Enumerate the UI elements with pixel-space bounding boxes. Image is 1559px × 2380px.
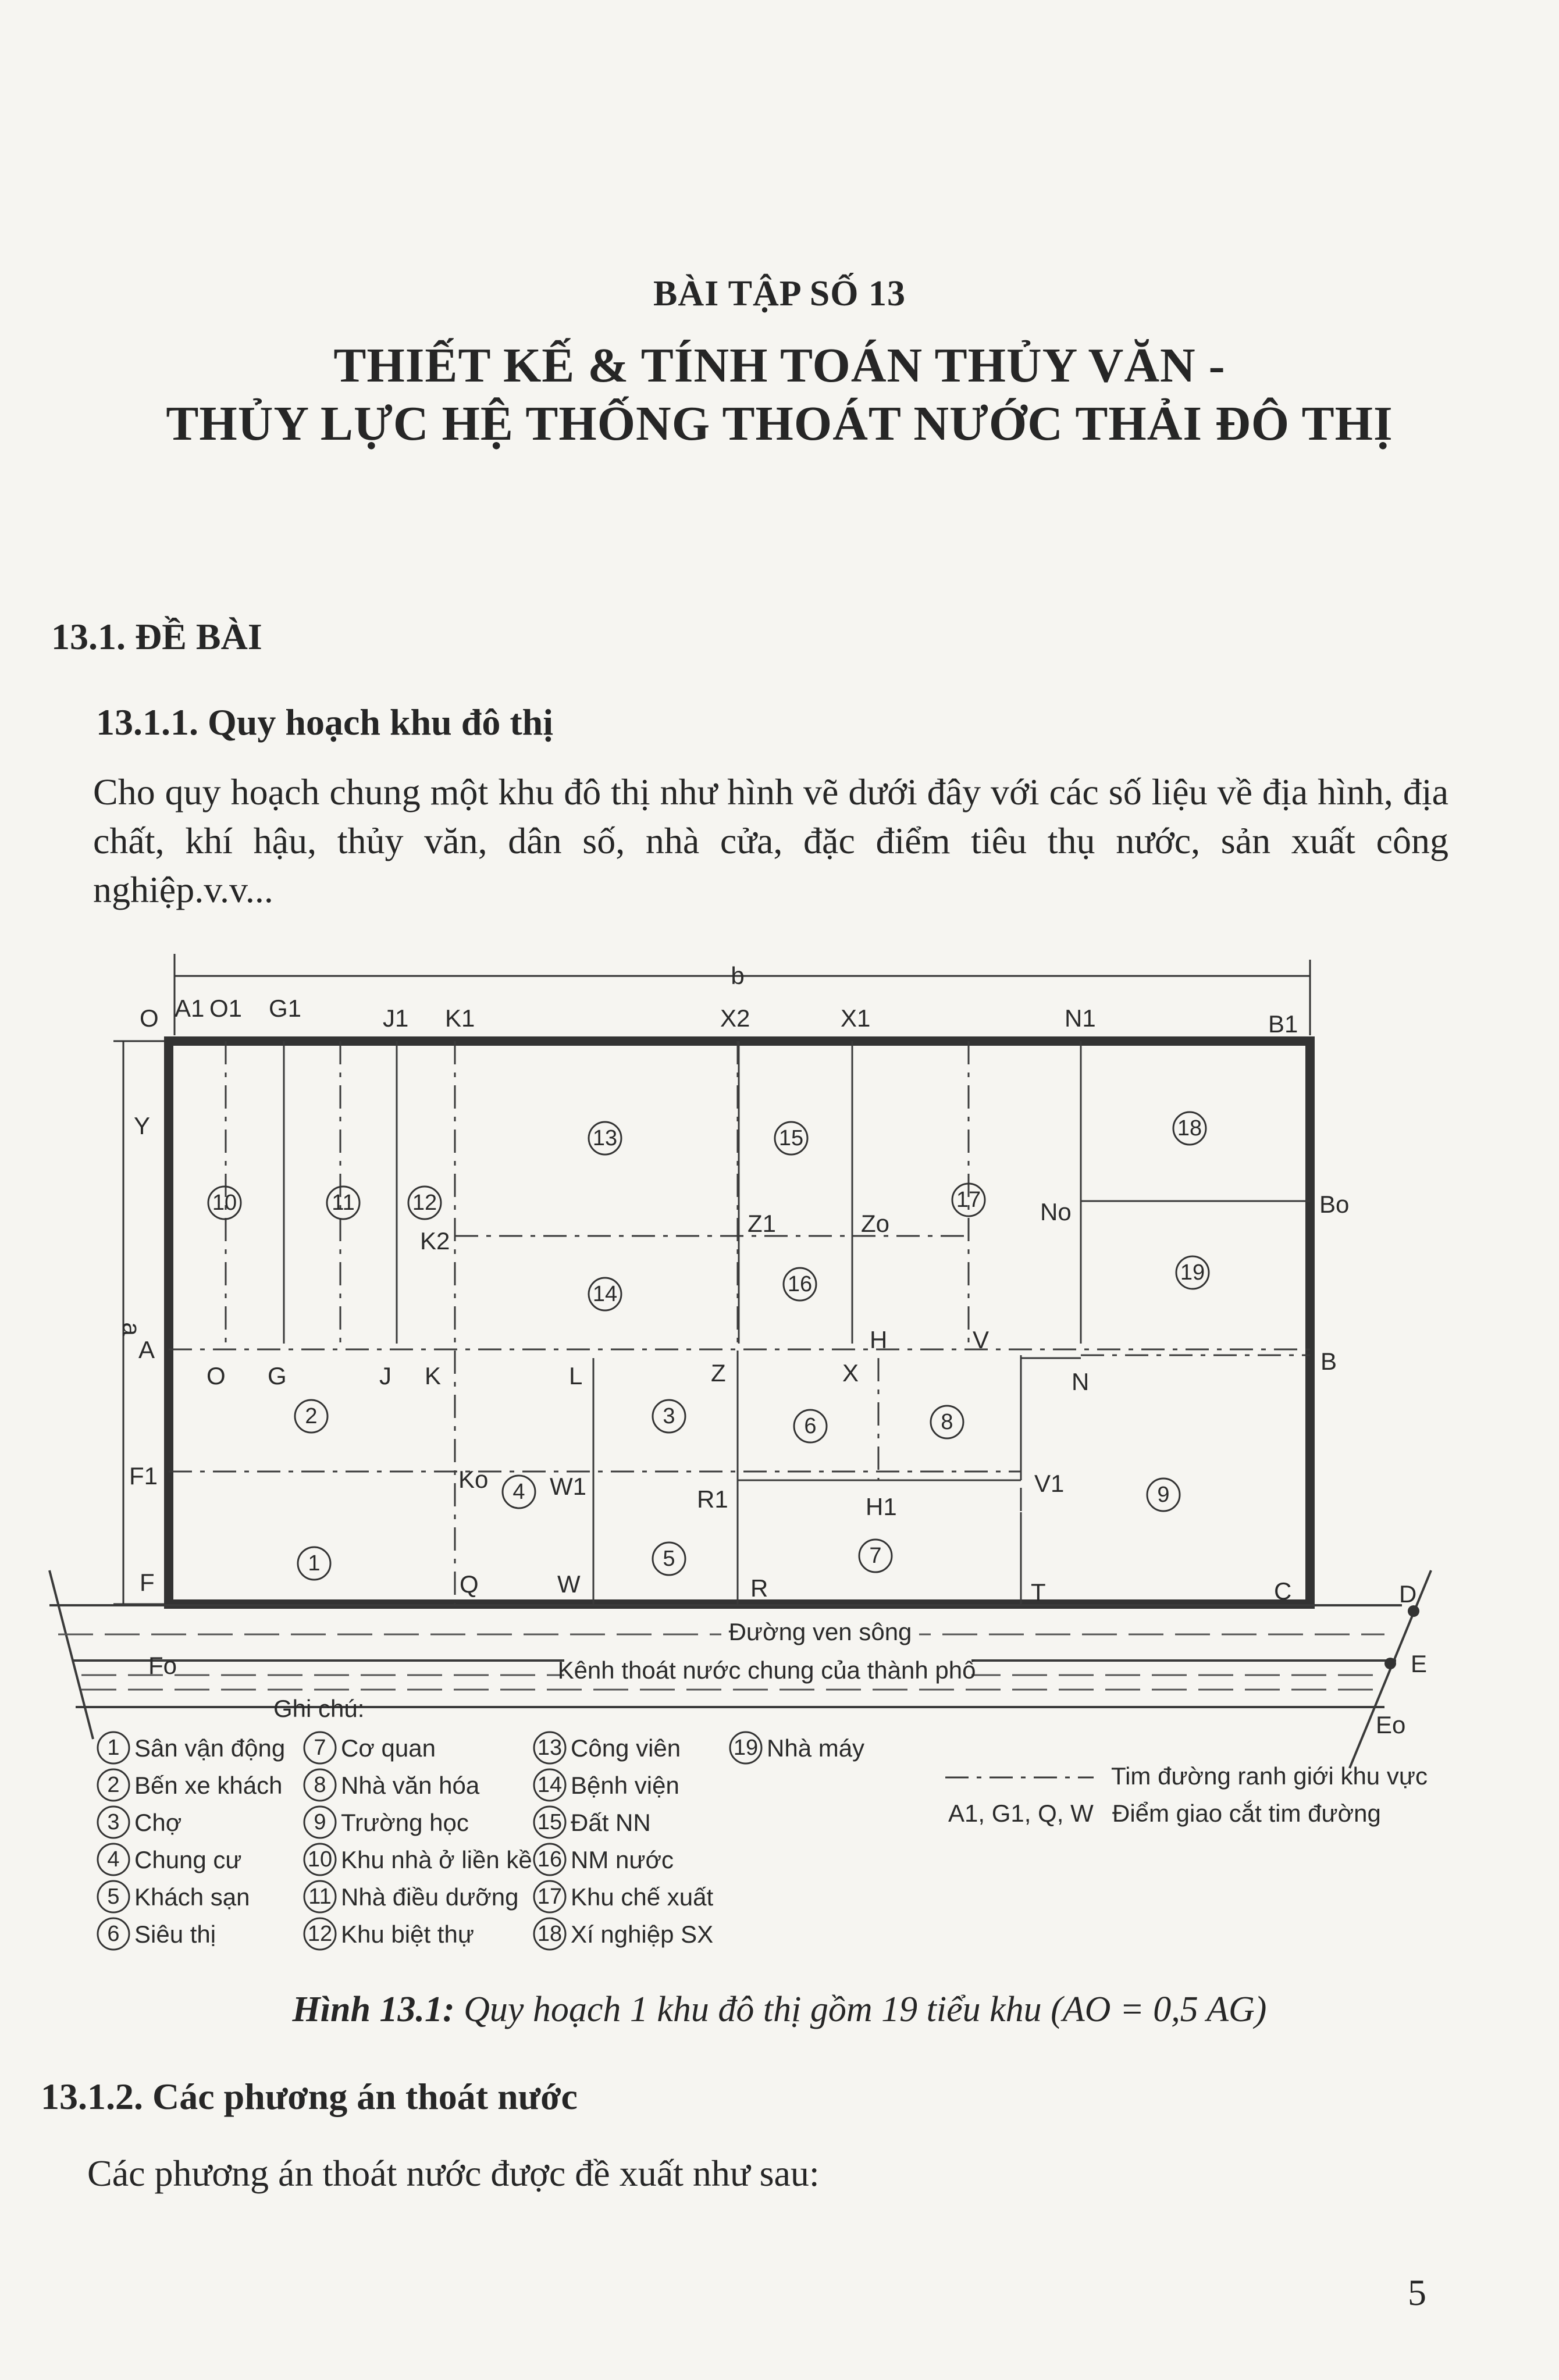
zone-number: 19 — [1180, 1260, 1205, 1285]
point-marker-e — [1384, 1658, 1396, 1669]
legend-item — [304, 1769, 480, 1801]
zone-number: 7 — [869, 1544, 882, 1568]
legend-label: Bến xe khách — [134, 1772, 283, 1799]
legend-item — [304, 1918, 474, 1950]
point-label: R — [750, 1574, 768, 1602]
point-label: D — [1399, 1580, 1417, 1608]
section-heading-13-1: 13.1. ĐỀ BÀI — [51, 616, 262, 657]
legend-item — [98, 1918, 216, 1950]
zone-number: 1 — [308, 1551, 321, 1576]
point-label: A — [138, 1336, 155, 1363]
legend-number: 6 — [107, 1922, 120, 1946]
legend-number: 14 — [537, 1773, 563, 1797]
zone-number: 13 — [592, 1126, 618, 1150]
section-heading-13-1-1: 13.1.1. Quy hoạch khu đô thị — [96, 701, 554, 743]
legend-points-note: Điểm giao cắt tim đường — [1112, 1800, 1381, 1827]
legend-label: Đất NN — [571, 1809, 651, 1836]
point-label: Bo — [1319, 1191, 1350, 1218]
legend-number: 1 — [107, 1736, 120, 1760]
legend-item — [534, 1732, 681, 1763]
legend-number: 2 — [107, 1773, 120, 1797]
point-label: G1 — [269, 995, 302, 1022]
point-label: O — [207, 1362, 226, 1389]
intro-paragraph: Cho quy hoạch chung một khu đô thị như hình vẽ dưới đây với các số liệu về địa hình, địa chất, khí hậu, thủy văn, dân số, nhà cửa, đặc điểm tiêu thụ nước, sản xuất công nghiệp.v.v... — [93, 771, 1448, 910]
legend-number: 3 — [107, 1810, 120, 1834]
legend-heading: Ghi chú: — [273, 1695, 365, 1722]
figure-caption-text: Quy hoạch 1 khu đô thị gồm 19 tiểu khu (AO = 0,5 AG) — [464, 1990, 1267, 2029]
point-label: K2 — [420, 1227, 450, 1255]
point-label: J — [379, 1362, 391, 1389]
point-label: Fo — [148, 1652, 177, 1679]
legend-item — [534, 1844, 674, 1875]
legend-number: 12 — [307, 1922, 333, 1946]
legend-label: NM nước — [571, 1846, 674, 1873]
legend-item — [534, 1807, 651, 1838]
legend-number: 18 — [537, 1922, 563, 1946]
point-label: K1 — [445, 1004, 475, 1032]
legend-label: Công viên — [571, 1734, 681, 1762]
interior-point-labels — [207, 1198, 1089, 1606]
legend-item — [98, 1807, 181, 1838]
zone-number: 3 — [663, 1404, 675, 1428]
legend-label: Bệnh viện — [571, 1772, 679, 1799]
legend-number: 15 — [537, 1810, 563, 1834]
point-label: L — [569, 1362, 583, 1389]
title-line-2: THỦY LỰC HỆ THỐNG THOÁT NƯỚC THẢI ĐÔ THỊ — [166, 397, 1393, 451]
point-label: F — [140, 1569, 155, 1596]
point-label: V1 — [1034, 1470, 1065, 1497]
point-label: Q — [460, 1570, 479, 1598]
point-label: Y — [134, 1112, 151, 1139]
dim-label-b: b — [731, 962, 745, 989]
figure-caption — [0, 1989, 1559, 2030]
legend-number: 4 — [107, 1847, 120, 1872]
title-line-1: THIẾT KẾ & TÍNH TOÁN THỦY VĂN - — [333, 339, 1226, 393]
road-label: Đường ven sông — [728, 1618, 912, 1645]
legend-item — [98, 1732, 285, 1763]
legend-item — [98, 1844, 242, 1875]
top-point-labels — [140, 995, 1298, 1038]
canal-label: Kênh thoát nước chung của thành phố — [557, 1656, 976, 1684]
zone-number: 12 — [412, 1191, 437, 1215]
point-label: H1 — [866, 1493, 897, 1520]
point-label: B — [1320, 1348, 1337, 1375]
legend-item — [304, 1844, 532, 1875]
legend-number: 7 — [314, 1736, 326, 1760]
legend-label: Nhà văn hóa — [341, 1772, 480, 1799]
point-label: O — [140, 1004, 159, 1032]
zone-number: 17 — [956, 1188, 981, 1212]
legend-item — [534, 1918, 713, 1950]
point-label: J1 — [383, 1004, 409, 1032]
legend-label: Khu chế xuất — [571, 1883, 714, 1911]
legend-number: 10 — [307, 1847, 333, 1872]
point-label: B1 — [1268, 1010, 1298, 1038]
point-label: Eo — [1376, 1711, 1406, 1738]
legend-label: Nhà điều dưỡng — [341, 1883, 519, 1911]
legend-number: 16 — [537, 1847, 563, 1872]
point-label: X1 — [841, 1004, 871, 1032]
legend-item — [98, 1769, 283, 1801]
page-number: 5 — [1408, 2272, 1426, 2313]
legend-label: Khu nhà ở liền kề — [341, 1846, 532, 1873]
point-label: G — [268, 1362, 287, 1389]
section-heading-13-1-2: 13.1.2. Các phương án thoát nước — [41, 2076, 578, 2117]
point-label: N1 — [1065, 1004, 1096, 1032]
legend-label: Sân vận động — [134, 1734, 286, 1762]
legend-item — [534, 1769, 679, 1801]
zone-number: 14 — [592, 1282, 618, 1306]
legend-item — [98, 1881, 250, 1912]
legend-item — [730, 1732, 864, 1763]
legend-points-key: A1, G1, Q, W — [948, 1800, 1094, 1827]
legend-label: Cơ quan — [341, 1734, 436, 1762]
legend-number: 5 — [107, 1884, 120, 1909]
point-label: W1 — [550, 1473, 586, 1500]
point-label: X2 — [720, 1004, 750, 1032]
zone-number: 10 — [212, 1191, 237, 1215]
point-label: R1 — [697, 1485, 728, 1513]
point-label: Ko — [458, 1466, 489, 1493]
legend-label: Nhà máy — [767, 1734, 865, 1762]
legend-label: Trường học — [341, 1809, 469, 1836]
legend-number: 13 — [537, 1736, 563, 1760]
legend-item — [304, 1807, 469, 1838]
legend-number: 17 — [537, 1884, 563, 1909]
legend-number: 19 — [733, 1736, 759, 1760]
zone-number: 8 — [941, 1410, 953, 1434]
zone-number: 9 — [1157, 1483, 1170, 1507]
legend-label: Chung cư — [134, 1846, 242, 1873]
point-label: O1 — [209, 995, 243, 1022]
legend-number: 11 — [308, 1884, 332, 1909]
point-label: No — [1040, 1198, 1072, 1225]
legend-label: Khách sạn — [134, 1883, 250, 1911]
legend-line-note: Tim đường ranh giới khu vực — [1111, 1762, 1428, 1790]
point-label: E — [1411, 1650, 1428, 1677]
legend-item — [304, 1732, 436, 1763]
point-label: A1 — [175, 995, 205, 1022]
legend — [98, 1732, 864, 1950]
dim-label-a: a — [118, 1322, 145, 1336]
point-label: W — [557, 1570, 581, 1598]
legend-item — [534, 1881, 714, 1912]
legend-item — [304, 1881, 519, 1912]
point-label: H — [870, 1326, 888, 1353]
zone-number: 11 — [332, 1191, 355, 1215]
zone-number: 5 — [663, 1547, 675, 1571]
point-label: Z — [711, 1359, 726, 1387]
legend-number: 9 — [314, 1810, 326, 1834]
point-label: C — [1274, 1577, 1292, 1605]
options-paragraph: Các phương án thoát nước được đề xuất như sau: — [87, 2153, 820, 2194]
point-label: F1 — [129, 1462, 158, 1490]
zone-number: 2 — [305, 1404, 318, 1428]
point-label: Z1 — [748, 1210, 777, 1237]
point-label: V — [973, 1326, 989, 1353]
zone-number: 6 — [804, 1414, 817, 1438]
zone-number: 16 — [787, 1272, 813, 1296]
legend-number: 8 — [314, 1773, 326, 1797]
point-label: N — [1072, 1368, 1090, 1395]
zone-number: 18 — [1177, 1116, 1202, 1141]
exercise-label: BÀI TẬP SỐ 13 — [653, 274, 906, 313]
legend-label: Chợ — [134, 1809, 182, 1836]
point-label: K — [425, 1362, 442, 1389]
point-label: T — [1031, 1579, 1046, 1606]
figure-caption-prefix: Hình 13.1: — [292, 1990, 455, 2029]
legend-label: Xí nghiệp SX — [571, 1921, 714, 1948]
legend-label: Khu biệt thự — [341, 1921, 474, 1948]
point-label: Zo — [861, 1210, 890, 1237]
point-label: X — [842, 1359, 859, 1387]
zone-number: 4 — [512, 1480, 525, 1504]
zone-number: 15 — [778, 1126, 804, 1150]
legend-label: Siêu thị — [134, 1921, 216, 1948]
